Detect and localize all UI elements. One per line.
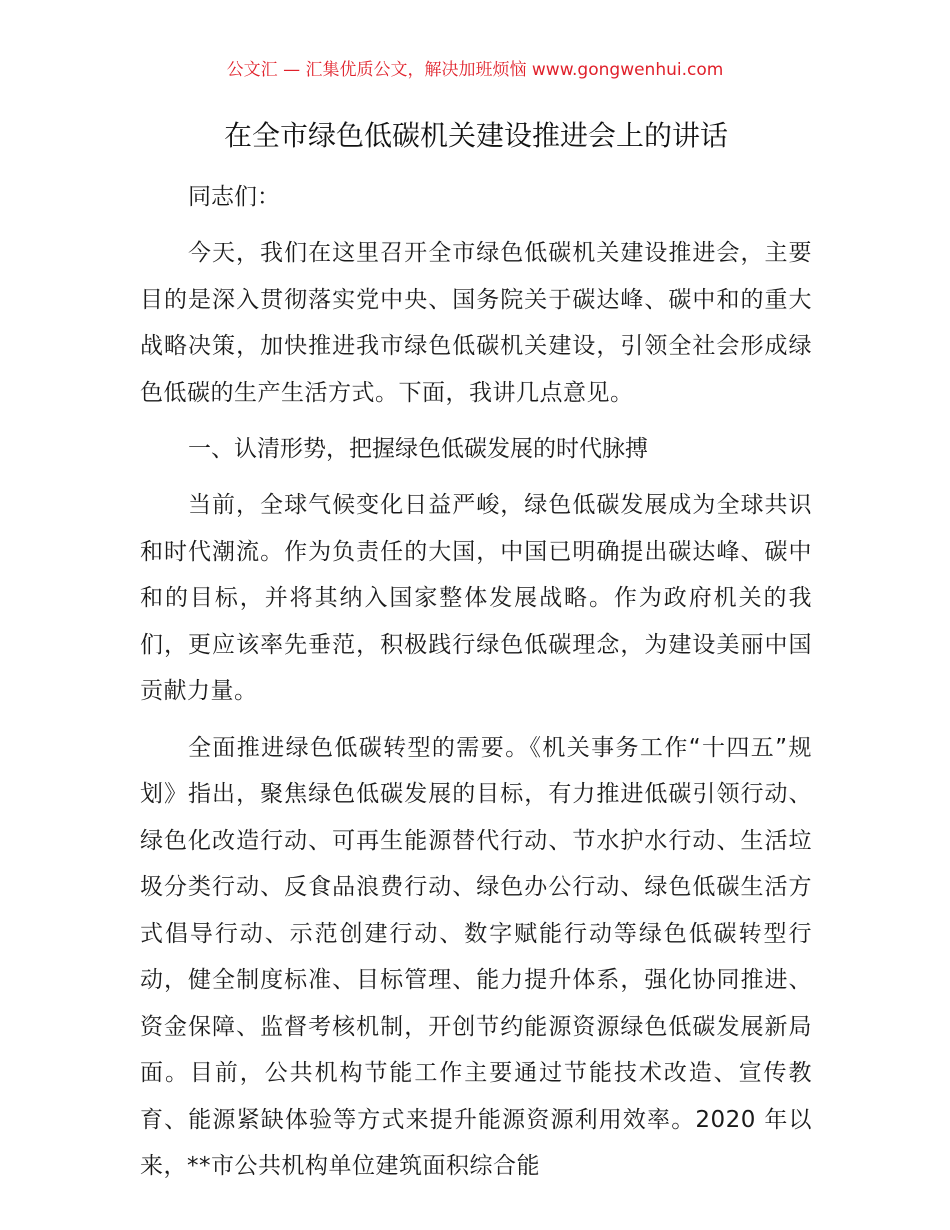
section-heading-1: 一、认清形势，把握绿色低碳发展的时代脉搏 — [188, 436, 648, 462]
intro-paragraph: 今天，我们在这里召开全市绿色低碳机关建设推进会，主要目的是深入贯彻落实党中央、国务院关于碳达峰、碳中和的重大战略决策，加快推进我市绿色低碳机关建设，引领全社会形成绿色低碳的生产生活方式。下面，我讲几点意见。 — [140, 240, 812, 406]
section1-paragraph-2: 全面推进绿色低碳转型的需要。《机关事务工作“十四五”规划》指出，聚焦绿色低碳发展的目标，有力推进低碳引领行动、绿色化改造行动、可再生能源替代行动、节水护水行动、生活垃圾分类行动、反食品浪费行动、绿色办公行动、绿色低碳生活方式倡导行动、示范创建行动、数字赋能行动等绿色低碳转型行动，健全制度标准、目标管理、能力提升体系，强化协同推进、资金保障、监督考核机制，开创节约能源资源绿色低碳发展新局面。目前，公共机构节能工作主要通过节能技术改造、宣传教育、能源紧缺体验等方式来提升能源资源利用效率。2020 年以来，**市公共机构单位建筑面积综合能 — [140, 734, 812, 1179]
section1-paragraph-1: 当前，全球气候变化日益严峻，绿色低碳发展成为全球共识和时代潮流。作为负责任的大国，中国已明确提出碳达峰、碳中和的目标，并将其纳入国家整体发展战略。作为政府机关的我们，更应该率先垂范，积极践行绿色低碳理念，为建设美丽中国贡献力量。 — [140, 492, 812, 704]
salutation: 同志们： — [188, 184, 280, 210]
document-title: 在全市绿色低碳机关建设推进会上的讲话 — [223, 119, 728, 152]
site-banner: 公文汇 — 汇集优质公文，解决加班烦恼 www.gongwenhui.com — [226, 60, 724, 80]
document-body — [140, 112, 812, 1190]
